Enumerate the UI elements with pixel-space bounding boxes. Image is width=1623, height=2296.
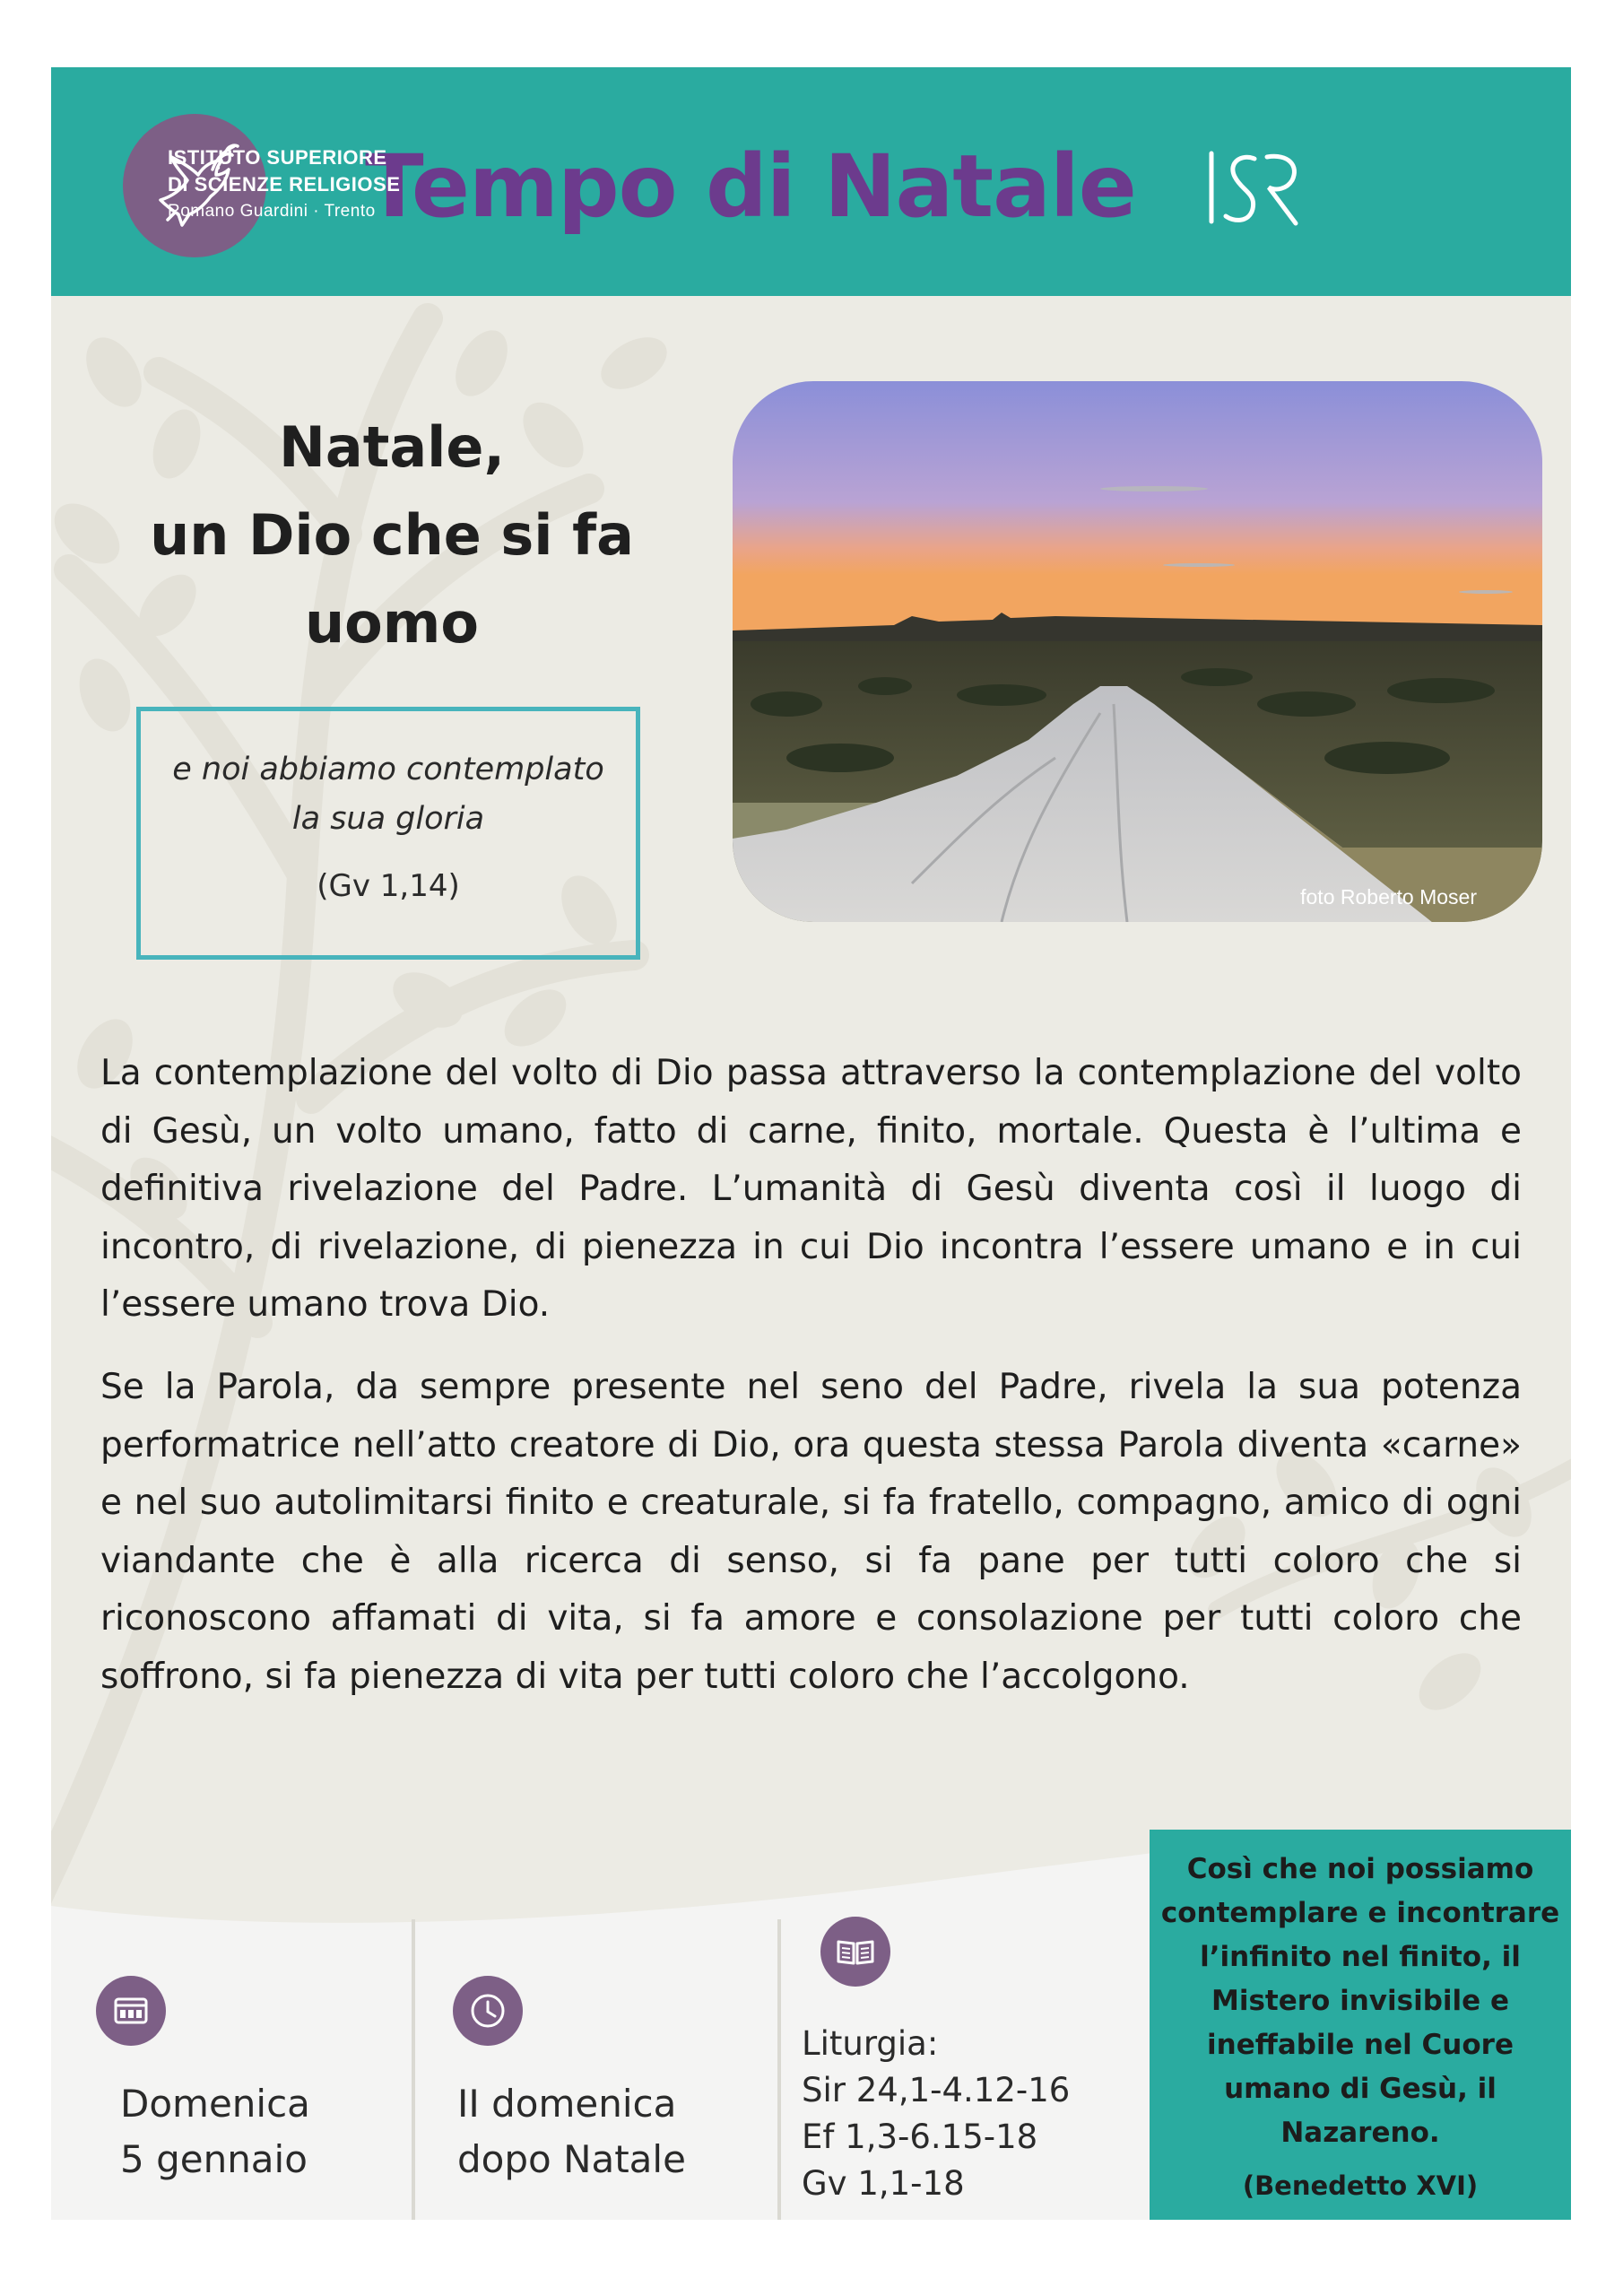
logo-line-1: ISTITUTO SUPERIORE [168,146,387,169]
closing-quote-line-5: ineffabile nel Cuore [1207,2029,1514,2061]
date-line-1: Domenica [120,2082,310,2126]
book-icon [820,1917,890,1987]
quote-line-2: la sua gloria [291,801,485,837]
closing-quote-line-4: Mistero invisibile e [1211,1985,1510,2017]
reading-1: Sir 24,1-4.12-16 [802,2071,1071,2109]
closing-quote-line-2: contemplare e incontrare [1160,1897,1560,1929]
title-line-1: Natale, [278,414,506,480]
page-title: Tempo di Natale [365,136,1136,237]
quote-line-1: e noi abbiamo contemplato [172,752,604,787]
closing-quote-line-1: Così che noi possiamo [1186,1853,1534,1885]
quote-reference: (Gv 1,14) [317,868,460,904]
logo-line-3: Romano Guardini · Trento [168,202,376,221]
page-sheet [51,67,1571,2220]
isr-logo [1199,139,1558,256]
title-line-3: uomo [305,590,479,656]
day-line-1: II domenica [457,2082,677,2126]
closing-quote-author: (Benedetto XVI) [1242,2170,1479,2201]
isr-monogram-icon [1199,139,1306,256]
footer-divider-2 [777,1919,781,2220]
day-line-2: dopo Natale [457,2137,686,2181]
closing-quote-line-7: Nazareno. [1280,2117,1440,2149]
landscape-photo [733,381,1542,922]
date-text [120,2076,310,2187]
closing-quote-line-6: umano di Gesù, il [1224,2073,1497,2105]
liturgical-day-text [457,2076,686,2187]
liturgy-label: Liturgia: [802,2024,939,2063]
liturgy-readings [802,2021,1070,2207]
body-paragraph-2: Se la Parola, da sempre presente nel seno del Padre, rivela la sua potenza performatrice nell’atto creatore di Dio, ora questa stessa Parola diventa «carne» e nel suo autolimitarsi finito e creaturale, si fa fratello, compagno, amico di ogni viandante che è alla ricerca di senso, si fa pane per tutti coloro che si riconoscono affamati di vita, si fa amore e consolazione per tutti coloro che soffrono, si fa pienezza di vita per tutti coloro che l’accolgono. [100,1367,1522,1697]
closing-quote-text [1150,1848,1571,2155]
title-line-2: un Dio che si fa [150,502,634,568]
clock-icon [453,1976,523,2046]
calendar-icon [96,1976,166,2046]
footer-divider-1 [412,1919,415,2220]
header-band [51,67,1571,296]
body-paragraph-1: La contemplazione del volto di Dio passa attraverso la contemplazione del volto di Gesù, un volto umano, fatto di carne, finito, mortale. Questa è l’ultima e definitiva rivelazione del Padre. L’umanità di Gesù diventa così il luogo di incontro, di rivelazione, di pienezza in cui Dio incontra l’essere umano e in cui l’essere umano trova Dio. [100,1053,1522,1325]
date-line-2: 5 gennaio [120,2137,308,2181]
closing-quote-panel [1150,1830,1571,2220]
photo-credit: foto Roberto Moser [1300,885,1477,909]
logo-line-2: DI SCIENZE RELIGIOSE [168,173,401,196]
closing-quote-line-3: l’infinito nel finito, il [1200,1941,1521,1973]
reading-2: Ef 1,3-6.15-18 [802,2118,1038,2156]
scripture-quote-box [136,707,640,960]
reading-3: Gv 1,1-18 [802,2164,965,2203]
article-title [132,404,652,667]
